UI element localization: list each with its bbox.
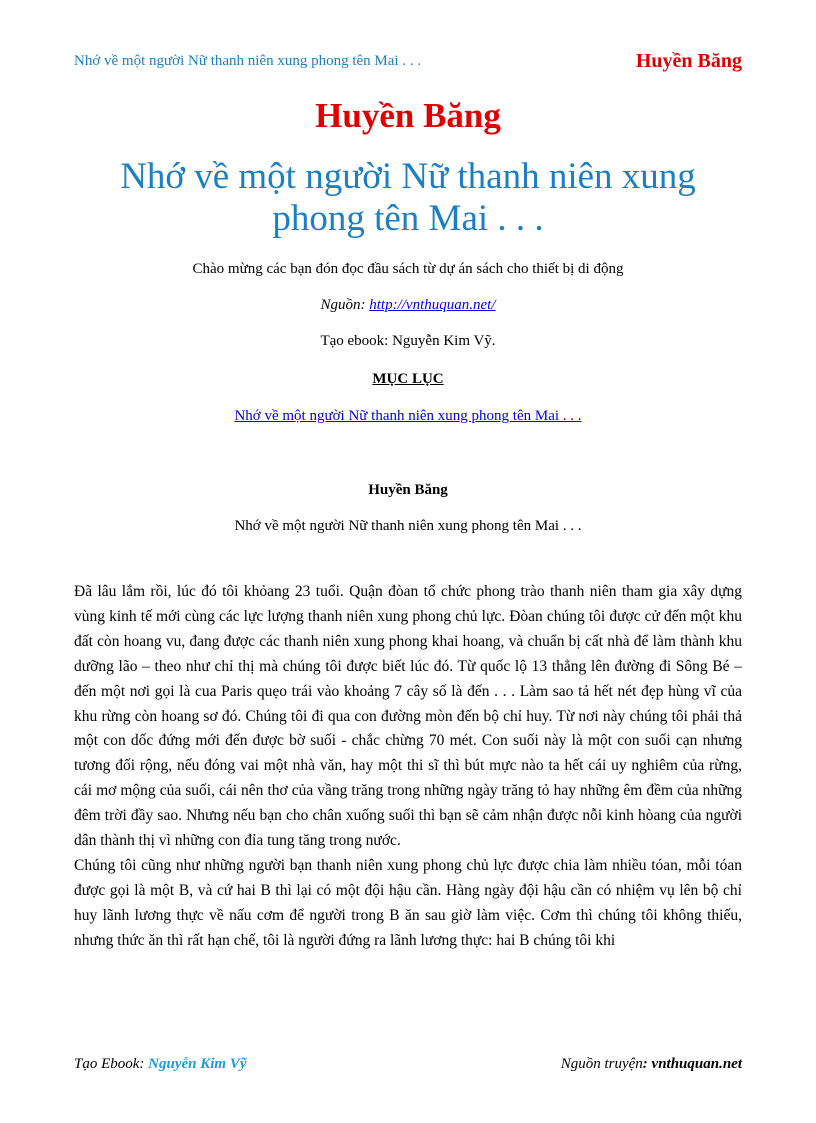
source-line — [0, 297, 816, 314]
source-label: Nguồn: — [320, 297, 370, 313]
author-title: Huyền Băng — [315, 96, 501, 135]
header-author: Huyền Băng — [635, 50, 742, 72]
footer-source-sep: : — [642, 1056, 652, 1072]
footer-ebook-sep: : — [139, 1056, 149, 1072]
page-footer — [74, 1056, 742, 1078]
body-paragraph: Đã lâu lắm rồi, lúc đó tôi khỏang 23 tuổi. Quận đòan tổ chức phong trào thanh niên tham gia xây dựng vùng kinh tế mới cùng các lực lượng thanh niên xung phong chủ lực. Đòan chúng tôi được cử đến một khu đất còn hoang vu, đang được các thanh niên xung phong khai hoang, và chuẩn bị cất nhà để làm thành khu dưỡng lão – theo như chỉ thị mà chúng tôi được biết lúc đó. Từ quốc lộ 13 thẳng lên đường đi Sông Bé – đến một nơi gọi là cua Paris quẹo trái vào khoảng 7 cây số là đến . . . Làm sao tả hết nét đẹp hùng vĩ của khu rừng còn hoang sơ đó. Chúng tôi đi qua con đường mòn đến bộ chỉ huy. Từ nơi này chúng tôi phải thả một con dốc đứng mới đến được bờ suối - chắc chừng 70 mét. Con suối này là một con suối cạn nhưng tương đối rộng, nếu đóng vai một nhà văn, hay một thi sĩ thì bút mực nào ta hết cái uy nghiêm của rừng, cái mơ mộng của suối, cái nên thơ của vầng trăng trong những ngày trăng tỏ hay những êm đềm của những đêm trời đầy sao. Nhưng nếu bạn cho chân xuống suối thì bạn sẽ cảm nhận được nỗi kinh hòang của người dân thành thị vì những con đỉa tung tăng trong nước. — [74, 583, 742, 850]
footer-ebook-label: Tạo Ebook — [74, 1056, 140, 1072]
chapter-title: Nhớ về một người Nữ thanh niên xung phong tên Mai . . . — [234, 518, 582, 534]
footer-ebook-name: Nguyễn Kim Vỹ — [148, 1056, 247, 1072]
chapter-author: Huyền Băng — [368, 482, 448, 498]
header-book-title: Nhớ về một người Nữ thanh niên xung phong tên Mai . . . — [74, 53, 422, 69]
footer-source — [561, 1056, 742, 1073]
body-paragraph: Chúng tôi cũng như những người bạn thanh niên xung phong chủ lực được chia làm nhiều tóan, mỗi tóan được gọi là một B, và cứ hai B thì lại có một đội hậu cần. Hàng ngày đội hậu cần có nhiệm vụ lên bộ chỉ huy lãnh lương thực về nấu cơm để người trong B ăn sau giờ làm việc. Cơm thì chúng tôi không thiếu, nhưng thức ăn thì rất hạn chế, tôi là người đứng ra lãnh lương thực: hai B chúng tôi khi — [74, 856, 742, 949]
footer-ebook-credit — [74, 1056, 247, 1073]
toc-item-link[interactable]: Nhớ về một người Nữ thanh niên xung phong tên Mai . . . — [234, 408, 582, 424]
footer-source-value: vnthuquan.net — [651, 1056, 742, 1072]
ebook-credit: Tạo ebook: Nguyễn Kim Vỹ. — [320, 333, 496, 349]
page-header — [74, 50, 742, 74]
book-title: Nhớ về một người Nữ thanh niên xung phong tên Mai . . . — [120, 156, 696, 239]
toc-heading: MỤC LỤC — [372, 371, 444, 387]
source-link[interactable]: http://vnthuquan.net/ — [369, 297, 496, 313]
chapter-body — [74, 580, 742, 954]
footer-source-label: Nguồn truyện — [560, 1056, 643, 1072]
welcome-text: Chào mừng các bạn đón đọc đầu sách từ dự án sách cho thiết bị di động — [192, 261, 624, 277]
